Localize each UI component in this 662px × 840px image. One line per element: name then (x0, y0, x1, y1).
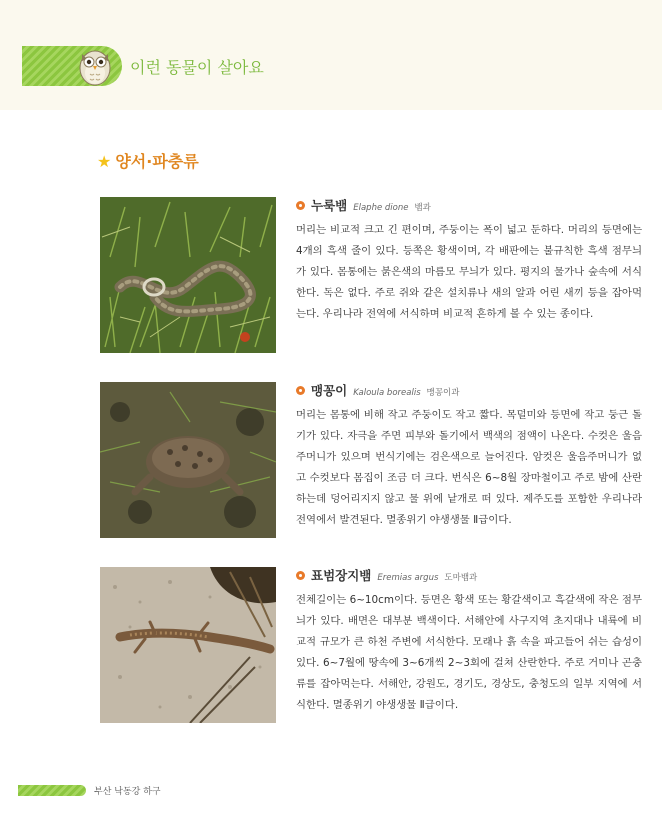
entry-snake (296, 196, 642, 325)
entry-family: 맹꽁이과 (426, 388, 460, 398)
entry-description: 머리는 비교적 크고 긴 편이며, 주둥이는 폭이 넓고 둔하다. 머리의 등면에는 4개의 흑색 줄이 있다. 등쪽은 황색이며, 각 배판에는 불규칙한 흑색 점무늬가 있다. 몸통에는 붉은색의 마름모 무늬가 있다. 평지의 물가나 숲속에 서식한다. 독은 없다. 주로 쥐와 같은 설치류나 새의 알과 어린 새끼 등을 잡아먹는다. 우리나라 전역에 서식하며 비교적 흔하게 볼 수 있는 종이다. (296, 224, 642, 320)
banner-title: 이런 동물이 살아요 (130, 58, 264, 77)
star-icon: ★ (97, 152, 112, 171)
footer-text: 부산 낙동강 하구 (94, 787, 161, 797)
entry-description: 전체길이는 6~10cm이다. 등면은 황색 또는 황갈색이고 흑갈색에 작은 점무늬가 있다. 배면은 대부분 백색이다. 서해안에 사구지역 초지대나 내륙에 비교적 규모가 큰 하천 주변에 서식한다. 모래나 흙 속을 파고들어 쉬는 습성이 있다. 6~7월에 땅속에 3~6개씩 2~3회에 걸쳐 산란한다. 주로 거미나 곤충류를 잡아먹는다. 서해안, 강원도, 경기도, 경상도, 충청도의 일부 지역에 서식한다. 멸종위기 야생생물 Ⅱ급이다. (296, 594, 642, 711)
entry-head (296, 381, 642, 399)
entry-name: 맹꽁이 (311, 383, 348, 398)
owl-icon (78, 44, 112, 86)
section-title-text: 양서·파충류 (115, 152, 199, 171)
snake-photo (100, 197, 276, 353)
bullet-icon (296, 386, 305, 395)
entry-name: 누룩뱀 (311, 198, 348, 213)
section-title (97, 149, 199, 172)
entry-description: 머리는 몸통에 비해 작고 주둥이도 작고 짧다. 목덜미와 등면에 작고 둥근 돌기가 있다. 자극을 주면 피부와 돌기에서 백색의 점액이 나온다. 수컷은 울음주머니가 있으며 번식기에는 검은색으로 늘어진다. 암컷은 울음주머니가 없고 수컷보다 몸집이 조금 더 크다. 번식은 6~8월 장마철이고 주로 밤에 산란하는데 덩어리지지 않고 물 위에 낱개로 떠 있다. 제주도를 포함한 우리나라 전역에서 발견된다. 멸종위기 야생생물 Ⅱ급이다. (296, 409, 642, 526)
entry-toad (296, 381, 642, 531)
entry-lizard (296, 566, 642, 716)
toad-photo (100, 382, 276, 538)
lizard-photo (100, 567, 276, 723)
entry-name: 표범장지뱀 (311, 568, 372, 583)
entry-family: 뱀과 (414, 203, 431, 213)
entry-latin-name: Eremias argus (377, 573, 439, 583)
entry-head (296, 566, 642, 584)
entry-latin-name: Elaphe dione (353, 203, 409, 213)
entry-latin-name: Kaloula borealis (353, 388, 421, 398)
entry-head (296, 196, 642, 214)
bullet-icon (296, 571, 305, 580)
bullet-icon (296, 201, 305, 210)
entry-family: 도마뱀과 (444, 573, 478, 583)
footer-stripe (18, 785, 86, 796)
